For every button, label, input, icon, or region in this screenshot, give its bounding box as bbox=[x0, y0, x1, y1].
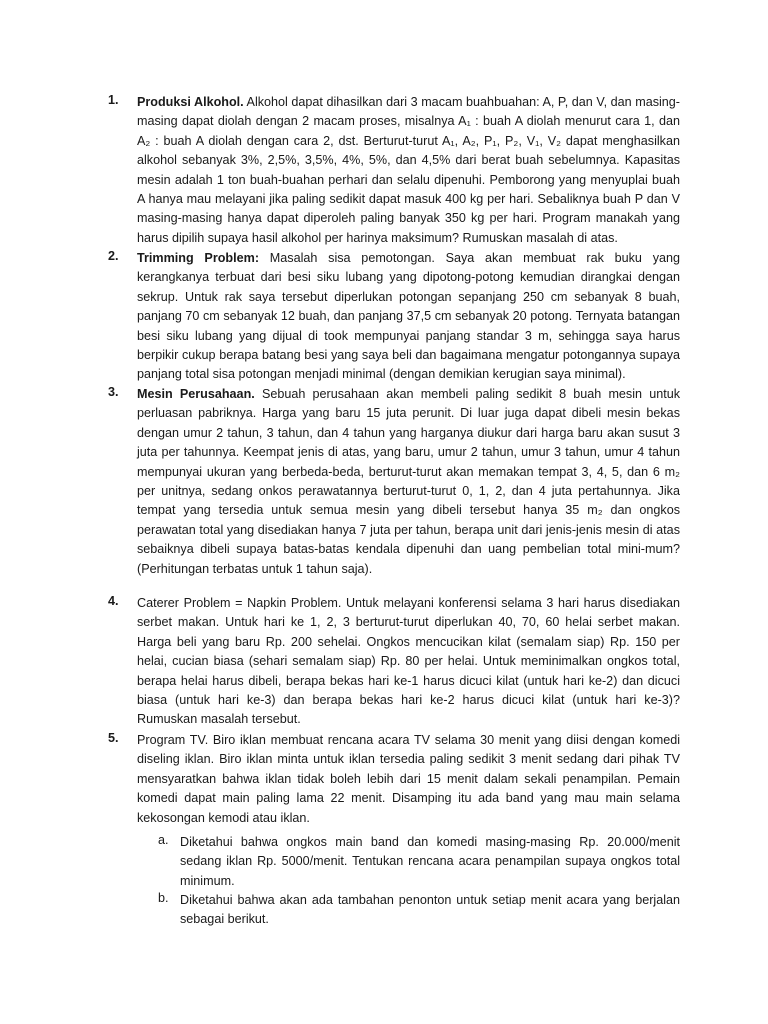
item-text bbox=[137, 93, 680, 248]
item-text bbox=[137, 385, 680, 579]
item-title: Mesin Perusahaan. bbox=[137, 387, 255, 401]
sub-item-b bbox=[158, 891, 680, 930]
list-item-3 bbox=[108, 385, 680, 579]
item-text bbox=[137, 249, 680, 385]
sub-item-a bbox=[158, 833, 680, 891]
item-title: Produksi Alkohol. bbox=[137, 95, 244, 109]
item-body: Masalah sisa pemotongan. Saya akan membuat rak buku yang kerangkanya terbuat dari besi siku lubang yang dipotong-potong kemudian dirangkai dengan sekrup. Untuk rak saya tersebut diperlukan potongan sepanjang 250 cm sebanyak 8 buah, panjang 70 cm sebanyak 12 buah, dan panjang 37,5 cm sebanyak 20 potong. Ternyata batangan besi siku lubang yang dijual di took mempunyai panjang standar 3 m, sehingga saya harus berpikir cukup berapa batang besi yang saya beli dan bagaimana mengatur potongannya supaya panjang total sisa potongan menjadi minimal (dengan demikian kerugian saya minimal). bbox=[137, 251, 681, 382]
item-number: 4. bbox=[108, 594, 119, 608]
list-item-1 bbox=[108, 93, 680, 248]
item-number: 3. bbox=[108, 385, 119, 399]
item-body: Caterer Problem = Napkin Problem. Untuk melayani konferensi selama 3 hari harus disediakan serbet makan. Untuk hari ke 1, 2, 3 berturut-turut diperlukan 40, 70, 60 helai serbet makan. Harga beli yang baru Rp. 200 sehelai. Ongkos mencucikan kilat (semalam siap) Rp. 150 per helai, cucian biasa (sehari semalam siap) Rp. 80 per helai. Untuk meminimalkan ongkos total, berapa helai harus dibeli, berapa bekas hari ke-1 harus dicuci kilat (untuk hari ke-2) dan dicuci biasa (untuk hari ke-3) dan berapa bekas hari ke-2 harus dicuci kilat (untuk hari ke-3)? Rumuskan masalah tersebut. bbox=[137, 596, 680, 727]
sub-item-body: Diketahui bahwa ongkos main band dan komedi masing-masing Rp. 20.000/menit sedang iklan Rp. 5000/menit. Tentukan rencana acara penampilan supaya ongkos total minimum. bbox=[180, 835, 680, 888]
item-body: Alkohol dapat dihasilkan dari 3 macam buahbuahan: A, P, dan V, dan masing-masing dapat diolah dengan 2 macam proses, misalnya A₁ : buah A diolah menurut cara 1, dan A₂ : buah A diolah dengan cara 2, dst. Berturut-turut A₁, A₂, P₁, P₂, V₁, V₂ dapat menghasilkan alkohol sebanyak 3%, 2,5%, 3,5%, 4%, 5%, dan 4,5% dari berat buah sebelumnya. Kapasitas mesin adalah 1 ton buah-buahan perhari dan selalu dipenuhi. Pemborong yang menyuplai buah A hanya mau melayani jika paling sedikit dapat masuk 400 kg per hari. Sebaliknya buah P dan V masing-masing hanya dapat diperoleh paling banyak 350 kg per hari. Program manakah yang harus dipilih supaya hasil alkohol per harinya maksimum? Rumuskan masalah di atas. bbox=[137, 95, 681, 245]
sub-item-letter: b. bbox=[158, 891, 169, 905]
item-text bbox=[137, 594, 680, 730]
sub-item-letter: a. bbox=[158, 833, 169, 847]
list-item-4 bbox=[108, 594, 680, 730]
list-item-5 bbox=[108, 731, 680, 828]
item-number: 5. bbox=[108, 731, 119, 745]
list-item-2 bbox=[108, 249, 680, 385]
item-body: Sebuah perusahaan akan membeli paling sedikit 8 buah mesin untuk perluasan pabriknya. Harga yang baru 15 juta perunit. Di luar juga dapat dibeli mesin bekas dengan umur 2 tahun, 3 tahun, dan 4 tahun yang harganya diukur dari harga baru akan susut 3 juta per tahunnya. Keempat jenis di atas, yang baru, umur 2 tahun, umur 3 tahun, umur 4 tahun mempunyai ukuran yang berbeda-beda, berturut-turut akan memakan tempat 3, 4, 5, dan 6 m₂ per unitnya, sedang onkos perawatannya berturut-turut 0, 1, 2, dan 4 juta pertahunnya. Jika tempat yang tersedia untuk semua mesin yang dibeli tersebut hanya 35 m₂ dan ongkos perawatan total yang disediakan hanya 7 juta per tahun, berapa unit dari jenis-jenis mesin di atas sebaiknya dibeli supaya batas-batas kendala dipenuhi dan uang pembelian total mini-mum? (Perhitungan terbatas untuk 1 tahun saja). bbox=[137, 387, 681, 576]
sub-item-body: Diketahui bahwa akan ada tambahan penonton untuk setiap menit acara yang berjalan sebagai berikut. bbox=[180, 893, 680, 927]
item-body: Program TV. Biro iklan membuat rencana acara TV selama 30 menit yang diisi dengan komedi diseling iklan. Biro iklan minta untuk iklan tersedia paling sedikit 3 menit sedang dari pihak TV mensyaratkan bahwa iklan tidak boleh lebih dari 15 menit dalam sekali penampilan. Pemain komedi dapat main paling lama 22 menit. Disamping itu ada band yang mau main selama kekosongan kemodi atau iklan. bbox=[137, 733, 680, 825]
item-number: 2. bbox=[108, 249, 119, 263]
item-title: Trimming Problem: bbox=[137, 251, 260, 265]
item-text bbox=[137, 731, 680, 828]
item-number: 1. bbox=[108, 93, 119, 107]
